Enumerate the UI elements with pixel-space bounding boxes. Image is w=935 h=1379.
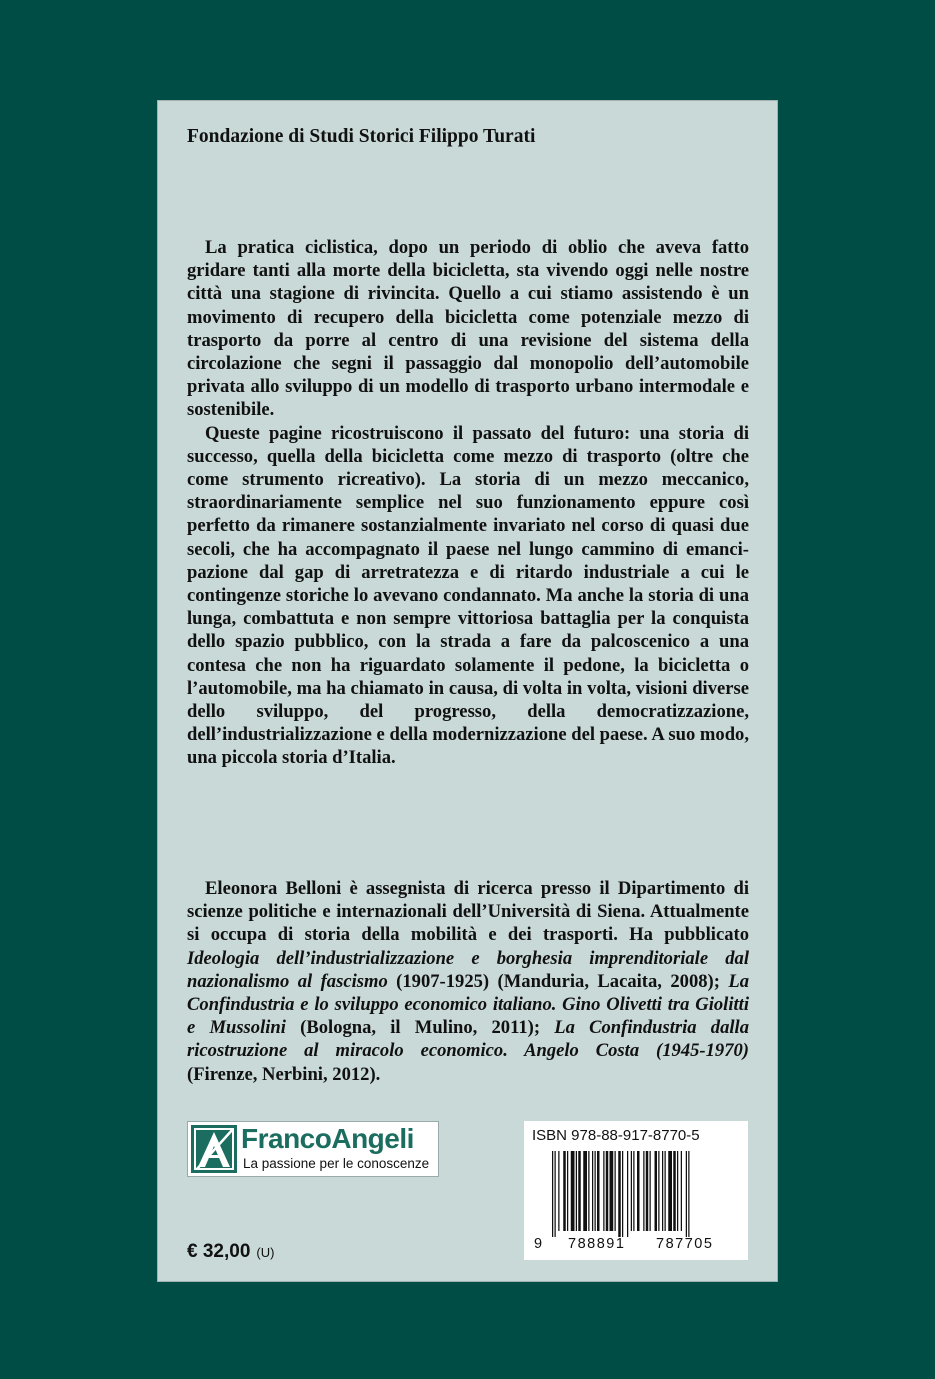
isbn-barcode: [524, 1121, 748, 1260]
book-title-2: La Confindustria e lo sviluppo economico italiano. Gino Olivetti tra Giolitti e Mussolini: [187, 970, 749, 1039]
barcode-bar: [615, 1151, 616, 1231]
book-details-1: (1907-1925) (Manduria, Lacaita, 2008);: [387, 970, 729, 992]
author-bio: [187, 877, 749, 1086]
barcode-bar: [558, 1151, 559, 1231]
barcode-digit-first: 9: [534, 1236, 543, 1252]
bio-intro: Eleonora Belloni è assegnista di ricerca presso il Dipartimento di scienze politiche e internazionali dell’Università di Siena. Attualmente si occupa di storia della mobilità e dei trasporti. Ha pubblicato: [187, 878, 749, 946]
barcode-bar: [578, 1151, 581, 1231]
barcode-bar: [567, 1151, 568, 1231]
barcode-bar: [588, 1151, 589, 1231]
barcode-bar: [655, 1151, 658, 1231]
barcode-bar: [597, 1151, 600, 1231]
barcode-bar: [622, 1151, 623, 1237]
price: [187, 1241, 274, 1263]
price-amount: € 32,00: [187, 1241, 251, 1262]
barcode-bar: [686, 1151, 687, 1237]
price-code: (U): [256, 1245, 275, 1260]
barcode-bar: [650, 1151, 651, 1231]
back-cover-panel: [158, 101, 777, 1281]
book-summary: [187, 236, 749, 770]
barcode-bar: [662, 1151, 663, 1231]
publisher-tagline: La passione per le conoscenze: [243, 1156, 430, 1171]
barcode-bar: [592, 1151, 593, 1231]
book-details-2: (Bologna, il Mulino, 2011);: [285, 1017, 555, 1039]
publisher-mark-icon: [191, 1125, 237, 1173]
foundation-name: Fondazione di Studi Storici Filippo Turati: [187, 126, 536, 147]
publisher-logo-mark: [191, 1125, 237, 1173]
barcode-bar: [677, 1151, 678, 1231]
barcode-bar: [571, 1151, 575, 1231]
barcode-bar: [555, 1151, 556, 1237]
publisher-name: FrancoAngeli: [241, 1123, 414, 1154]
barcode-bar: [688, 1151, 689, 1237]
barcode-bar: [583, 1151, 587, 1231]
barcode-bar: [563, 1151, 566, 1231]
barcode-bars: [552, 1151, 732, 1237]
publisher-logo: [187, 1121, 439, 1177]
barcode-bar: [595, 1151, 596, 1231]
author-bio-paragraph: [187, 877, 749, 1086]
barcode-bar: [552, 1151, 553, 1237]
barcode-bar: [618, 1151, 621, 1237]
barcode-digits-right: 787705: [656, 1236, 714, 1252]
barcode-bar: [576, 1151, 577, 1231]
book-title-3: La Confindustria dalla ricostruzione al miracolo economico. Angelo Costa (1945-1970): [187, 1017, 749, 1062]
barcode-bar: [627, 1151, 628, 1237]
summary-paragraph-2: Queste pagine ricostruiscono il passato del futuro: una storia di successo, quella della bicicletta come mezzo di trasporto (oltre che come strumento ricreativo). La storia di un mezzo meccanico, straordinariamente semplice nel suo funzionamento eppure così perfetto da rimanere sostanzialmente invariato nel corso di quasi due secoli, che ha accompagnato il paese nel lungo cammino di emancipazione dal gap di arretratezza e di ritardo industriale a cui le contingenze storiche lo avevano condannato. Ma anche la storia di una lunga, combattuta e non sempre vittoriosa battaglia per la conquista dello spazio pubblico, con la strada a fare da palcoscenico a una contesa che non ha riguardato solamente il pedone, la bicicletta o l’automobile, ma ha chiamato in causa, di volta in volta, visioni diverse dello sviluppo, del progresso, della democratizzazione, dell’industrializzazione e della modernizzazione del paese. A suo modo, una piccola storia d’Italia.: [187, 422, 749, 769]
barcode-bar: [637, 1151, 640, 1231]
barcode-bar: [610, 1151, 614, 1231]
barcode-bar: [633, 1151, 634, 1231]
barcode-digits-left: 788891: [568, 1236, 626, 1252]
barcode-bar: [631, 1151, 632, 1231]
barcode-bar: [665, 1151, 666, 1231]
barcode-bar: [668, 1151, 672, 1231]
barcode-bar: [681, 1151, 682, 1231]
barcode-bar: [603, 1151, 604, 1231]
barcode-bar: [643, 1151, 644, 1231]
barcode-bar: [673, 1151, 676, 1231]
isbn-label: ISBN 978-88-917-8770-5: [532, 1127, 700, 1144]
summary-paragraph-1: La pratica ciclistica, dopo un periodo di oblio che aveva fatto gridare tanti alla morte della bicicletta, sta vivendo oggi nelle nostre città una stagione di rivincita. Quello a cui stiamo assistendo è un movimento di recupero della bicicletta come potenziale mezzo di trasporto da porre al centro di una revisione del sistema della circolazione che segni il passaggio dal monopolio dell’automobile privata allo sviluppo di un modello di trasporto urbano intermodale e sostenibile.: [187, 237, 749, 421]
barcode-bar: [606, 1151, 609, 1231]
barcode-bar: [646, 1151, 649, 1231]
book-title-1: Ideologia dell’industrializzazione e borghesia imprenditoriale dal nazionalismo al fascismo: [187, 947, 749, 992]
book-details-3: (Firenze, Nerbini, 2012).: [187, 1063, 381, 1085]
barcode-bar: [658, 1151, 659, 1231]
